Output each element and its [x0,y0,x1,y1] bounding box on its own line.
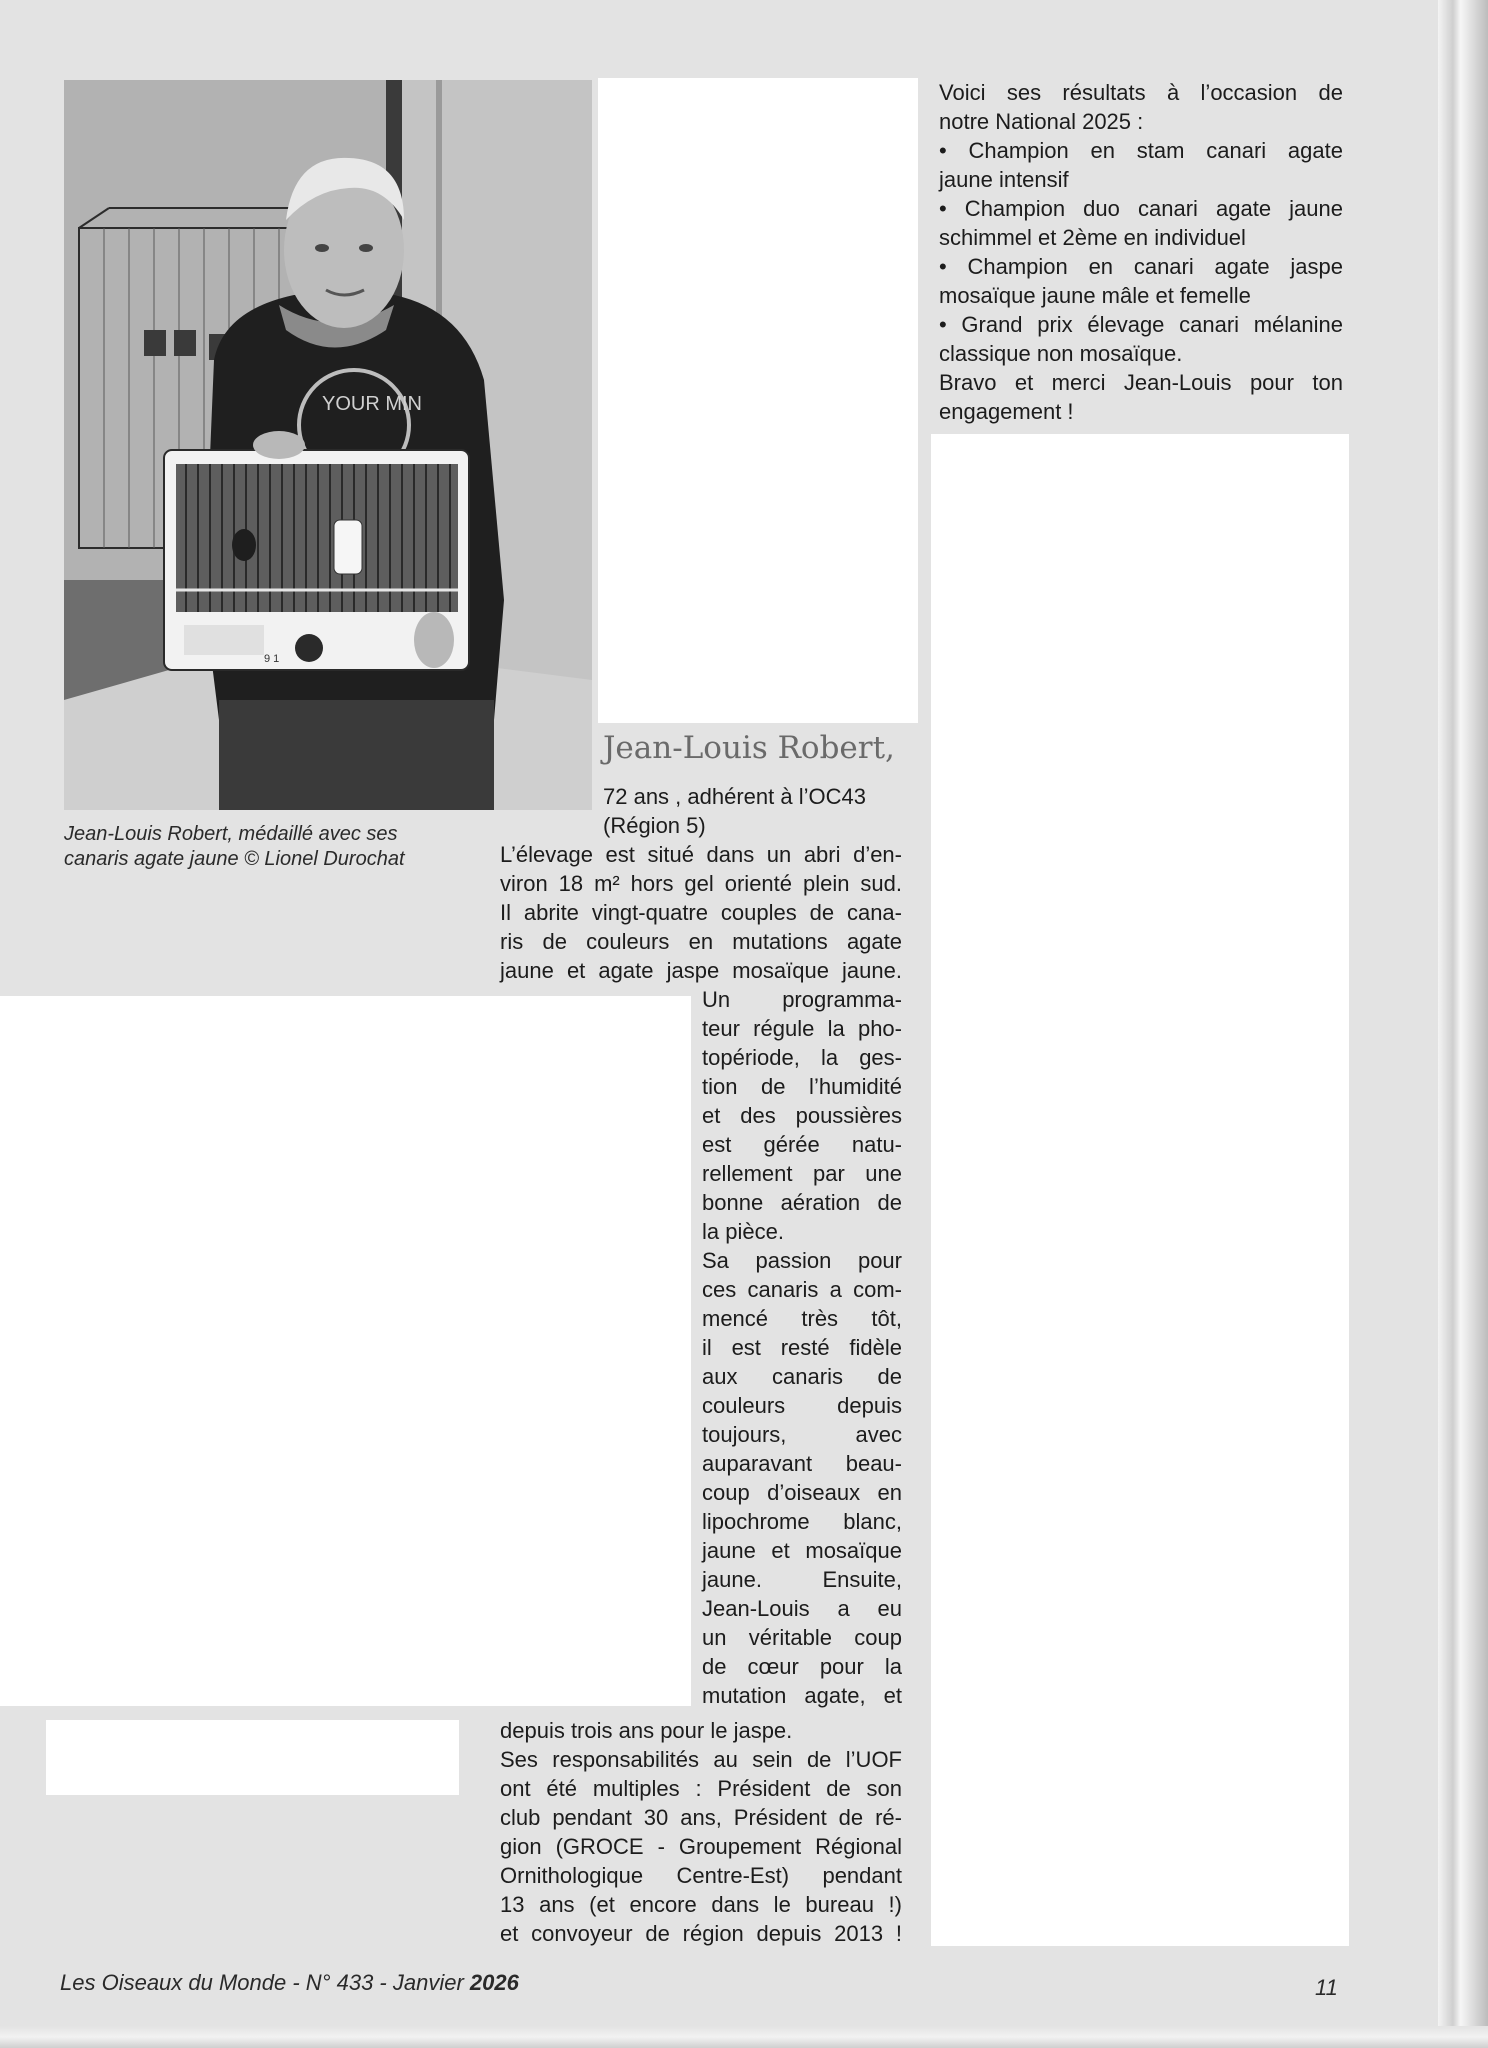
article-intro [603,782,923,840]
results-line: mosaïque jaune mâle et femelle [939,283,1251,308]
text-line: est gérée natu- [702,1132,902,1157]
text-line: Ornithologique Centre-Est) pendant [500,1863,902,1888]
text-line: teur régule la pho- [702,1016,902,1041]
sweater-print: YOUR MIN [322,393,422,415]
text-line: 13 ans (et encore dans le bureau !) [500,1892,902,1917]
text-line: rellement par une [702,1161,902,1186]
text-line: jaune et mosaïque [702,1538,902,1563]
results-line: • Champion en canari agate jaspe [939,254,1343,279]
text-line: auparavant beau- [702,1451,902,1476]
text-line: et des poussières [702,1103,902,1128]
text-line: club pendant 30 ans, Président de ré- [500,1805,902,1830]
redacted-block-right-column [931,434,1349,1946]
text-line: mencé très tôt, [702,1306,902,1331]
text-line: Un programma- [702,987,902,1012]
results-line: • Champion duo canari agate jaune [939,196,1343,221]
results-line: notre National 2025 : [939,109,1144,134]
results-line: jaune intensif [939,167,1069,192]
text-line: depuis trois ans pour le jaspe. [500,1718,793,1743]
text-line: Ses responsabilités au sein de l’UOF [500,1747,902,1772]
text-line: la pièce. [702,1219,784,1244]
text-line: Il abrite vingt-quatre couples de cana- [500,900,902,925]
caption-line: Jean-Louis Robert, médaillé avec ses [64,823,398,845]
article-heading: Jean-Louis Robert, [603,730,895,766]
results-line: Voici ses résultats à l’occasion de [939,80,1343,105]
redacted-block-left-large [0,996,691,1706]
text-line: Jean-Louis a eu [702,1596,902,1621]
text-line: Sa passion pour [702,1248,902,1273]
text-line: il est resté fidèle [702,1335,902,1360]
text-line: couleurs depuis [702,1393,902,1418]
intro-line: (Région 5) [603,813,706,838]
intro-line: 72 ans , adhérent à l’OC43 [603,784,866,809]
text-line: viron 18 m² hors gel orienté plein sud. [500,871,902,896]
results-line: engagement ! [939,399,1074,424]
redacted-block-top-middle [598,78,918,723]
text-line: jaune. Ensuite, [702,1567,902,1592]
text-line: aux canaris de [702,1364,902,1389]
results-line: • Grand prix élevage canari mélanine [939,312,1343,337]
text-line: jaune et agate jaspe mosaïque jaune. [500,958,902,983]
text-line: ont été multiples : Président de son [500,1776,902,1801]
caption-line: canaris agate jaune © Lionel Durochat [64,848,405,870]
svg-text:9 1: 9 1 [264,653,280,665]
photo-caption [64,822,504,872]
text-line: toujours, avec [702,1422,902,1447]
redacted-block-left-small [46,1720,459,1795]
text-line: coup d’oiseaux en [702,1480,902,1505]
footer-magazine: Les Oiseaux du Monde - N° 433 - Janvier [60,1970,470,1995]
text-line: topériode, la ges- [702,1045,902,1070]
page-number: 11 [1315,1975,1338,2000]
footer-year: 2026 [469,1970,519,1995]
text-line: tion de l’humidité [702,1074,902,1099]
results-list [939,78,1343,426]
page-bottom-edge [0,2026,1488,2048]
magazine-footer [60,1970,519,1996]
text-line: L’élevage est situé dans un abri d’en- [500,842,902,867]
article-paragraph-2 [500,1716,902,1948]
article-narrow-column [702,985,902,1710]
portrait-photo [64,80,592,810]
text-line: bonne aération de [702,1190,902,1215]
text-line: lipochrome blanc, [702,1509,902,1534]
text-line: de cœur pour la [702,1654,902,1679]
results-line: classique non mosaïque. [939,341,1183,366]
text-line: mutation agate, et [702,1683,902,1708]
results-line: schimmel et 2ème en individuel [939,225,1246,250]
article-paragraph-1 [500,840,902,985]
text-line: un véritable coup [702,1625,902,1650]
text-line: ris de couleurs en mutations agate [500,929,902,954]
text-line: ces canaris a com- [702,1277,902,1302]
text-line: et convoyeur de région depuis 2013 ! [500,1921,902,1946]
text-line: gion (GROCE - Groupement Régional [500,1834,902,1859]
page-edge [1438,0,1488,2048]
results-line: • Champion en stam canari agate [939,138,1343,163]
results-line: Bravo et merci Jean-Louis pour ton [939,370,1343,395]
